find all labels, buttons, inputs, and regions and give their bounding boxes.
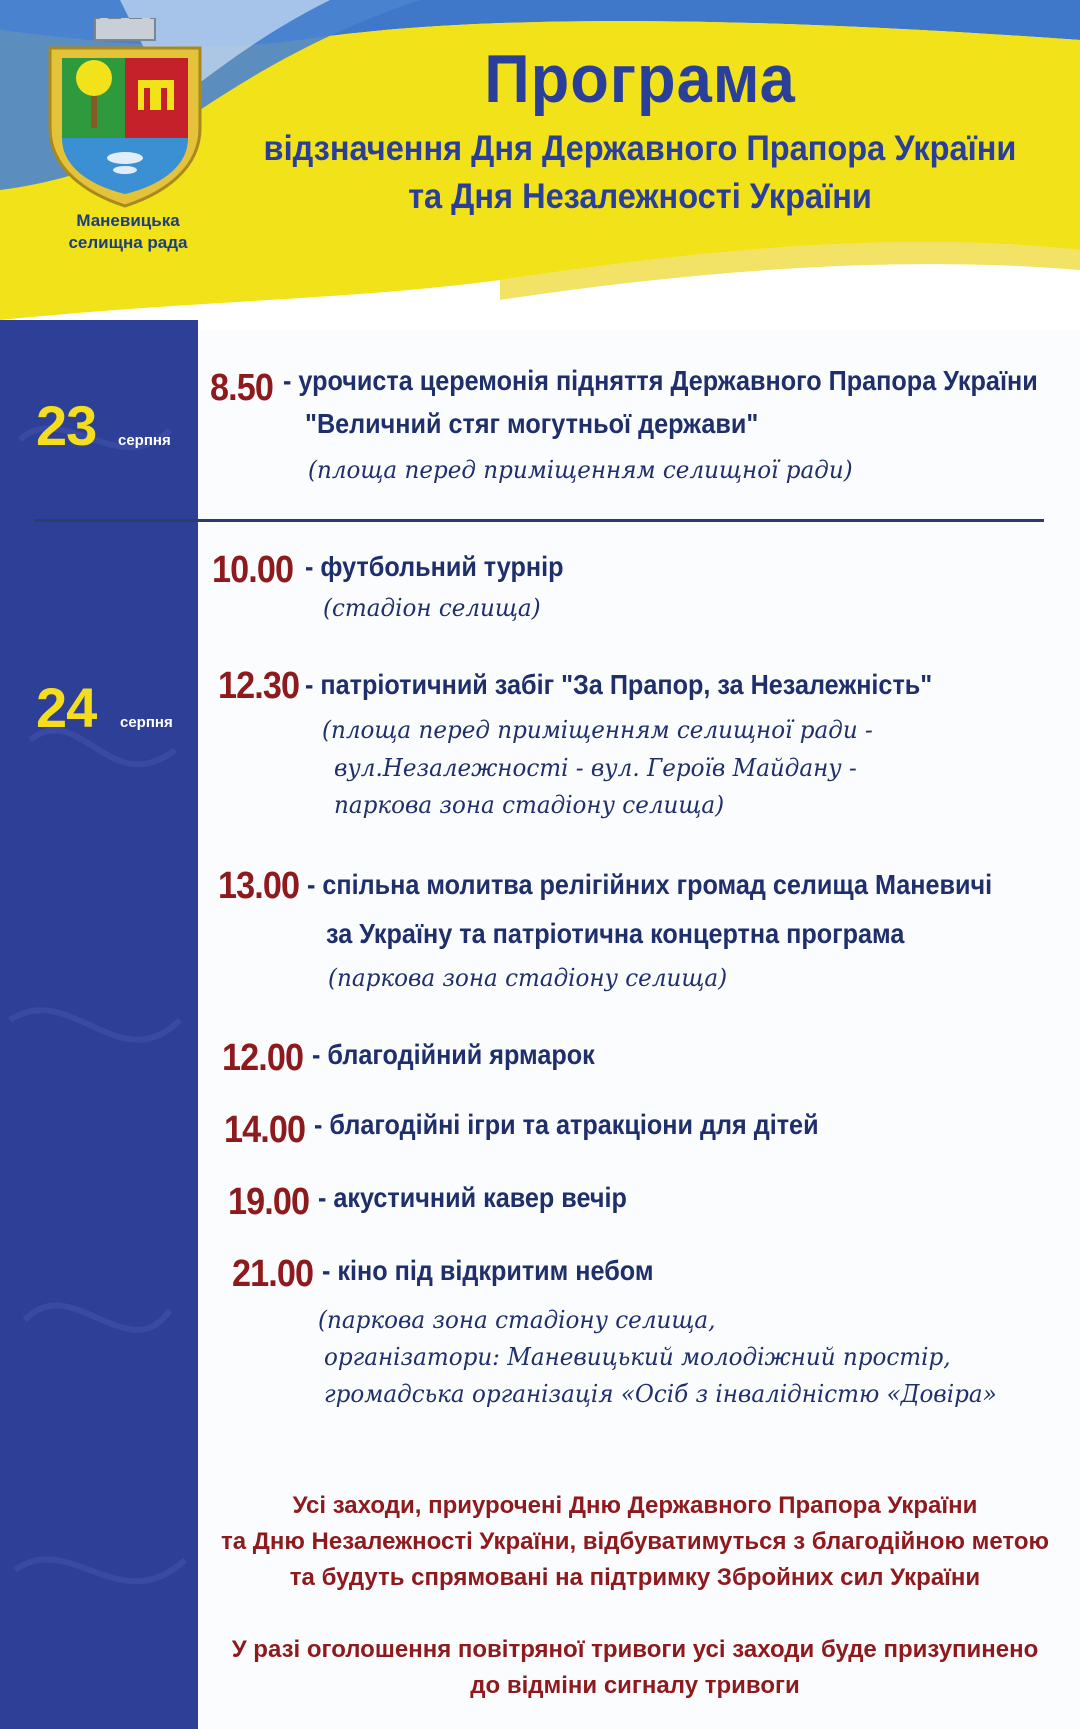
- council-caption-line1: Маневицька: [76, 211, 180, 230]
- page-subtitle: [235, 125, 1044, 221]
- event-time: 12.00: [222, 1037, 304, 1079]
- charity-note-line1: Усі заходи, приурочені Дню Державного Прапора України: [292, 1492, 978, 1519]
- page-title: Програма: [484, 41, 796, 117]
- event-place: (площа перед приміщенням селищної ради -: [322, 716, 873, 744]
- event-title: - урочиста церемонія підняття Державного Прапора України: [283, 365, 1038, 396]
- event-place: (площа перед приміщенням селищної ради): [308, 456, 853, 484]
- council-caption-line2: селищна рада: [68, 233, 188, 252]
- date-24-month: серпня: [120, 714, 173, 731]
- charity-note: [205, 1488, 1065, 1596]
- event-time: 10.00: [212, 549, 294, 591]
- charity-note-line2: та Дню Незалежності України, відбуватимуться з благодійною метою: [221, 1528, 1049, 1555]
- event-title-line2: за Україну та патріотична концертна програма: [326, 918, 905, 949]
- air-alarm-note-line1: У разі оголошення повітряної тривоги усі заходи буде призупинено: [231, 1636, 1039, 1663]
- event-time: 13.00: [218, 865, 300, 907]
- event-title: - благодійні ігри та атракціони для дітей: [314, 1109, 819, 1140]
- event-time: 14.00: [224, 1109, 306, 1151]
- event-title: - патріотичний забіг "За Прапор, за Незалежність": [305, 669, 933, 700]
- air-alarm-note: [205, 1632, 1065, 1704]
- charity-note-line3: та будуть спрямовані на підтримку Збройних сил України: [289, 1564, 981, 1591]
- council-caption: [44, 210, 212, 254]
- event-place-line3: громадська організація «Осіб з інвалідністю «Довіра»: [324, 1380, 997, 1408]
- event-place-line2: організатори: Маневицький молодіжний простір,: [324, 1343, 951, 1371]
- event-title: - футбольний турнір: [305, 551, 564, 582]
- event-time: 12.30: [218, 665, 300, 707]
- day-divider: [34, 519, 1044, 522]
- event-place: (стадіон селища): [323, 594, 541, 622]
- event-place-line3: паркова зона стадіону селища): [334, 791, 725, 819]
- left-band: [0, 320, 198, 1729]
- event-title: - благодійний ярмарок: [312, 1039, 595, 1070]
- subtitle-line1: відзначення Дня Державного Прапора України: [263, 129, 1017, 168]
- date-24: 24: [36, 676, 97, 739]
- event-place-line2: вул.Незалежності - вул. Героїв Майдану -: [334, 754, 857, 782]
- event-title: - спільна молитва релігійних громад селища Маневичі: [307, 869, 993, 900]
- event-title: - акустичний кавер вечір: [318, 1182, 627, 1213]
- date-23-month: серпня: [118, 432, 171, 449]
- subtitle-line2: та Дня Незалежності України: [408, 177, 872, 216]
- event-time: 8.50: [210, 367, 273, 409]
- event-time: 19.00: [228, 1181, 310, 1223]
- event-title-line2: "Величний стяг могутньої держави": [305, 408, 759, 439]
- event-place: (паркова зона стадіону селища,: [318, 1306, 716, 1334]
- event-place: (паркова зона стадіону селища): [328, 964, 728, 992]
- event-time: 21.00: [232, 1253, 314, 1295]
- air-alarm-note-line2: до відміни сигналу тривоги: [470, 1672, 800, 1699]
- event-title: - кіно під відкритим небом: [322, 1255, 654, 1286]
- date-23: 23: [36, 394, 97, 457]
